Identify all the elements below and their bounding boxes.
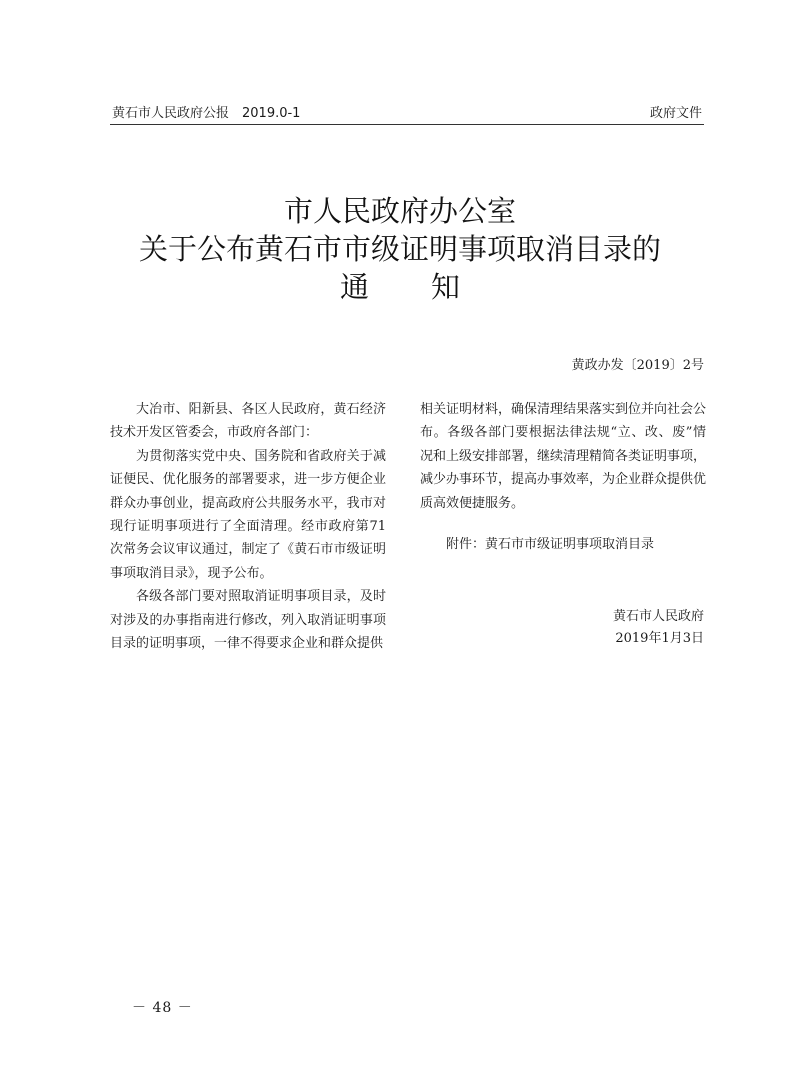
paragraph-2-end: 相关证明材料，确保清理结果落实到位并向社会公布。各级各部门要根据法律法规“立、改、废”情况和上级安排部署，继续清理精简各类证明事项，减少办事环节，提高办事效率，为企业群众提供优质高效便捷服务。 (420, 402, 707, 511)
paragraph-1: 为贯彻落实党中央、国务院和省政府关于减证便民、优化服务的部署要求，进一步方便企业群众办事创业，提高政府公共服务水平，我市对现行证明事项进行了全面清理。经市政府第71次常务会议审议通过，制定了《黄石市市级证明事项取消目录》，现予公布。 (110, 448, 386, 581)
document-number: 黄政办发〔2019〕2号 (571, 358, 704, 373)
signature-org: 黄石市人民政府 (612, 609, 704, 624)
attachment-line: 附件：黄石市市级证明事项取消目录 (446, 537, 655, 553)
page-number: － 48 － (132, 1000, 193, 1016)
signature-date: 2019年1月3日 (615, 631, 704, 646)
body-column-right (420, 398, 706, 556)
header-publication: 黄石市人民政府公报 2019.0-1 (112, 106, 301, 121)
title-line-1: 市人民政府办公室 (283, 194, 516, 228)
running-header (110, 104, 704, 125)
body-column-left (110, 398, 386, 655)
title-line-2: 关于公布黄石市市级证明事项取消目录的 (138, 232, 661, 266)
header-section: 政府文件 (649, 106, 702, 121)
signature-block (613, 606, 704, 650)
paragraph-2-start: 各级各部门要对照取消证明事项目录，及时对涉及的办事指南进行修改，列入取消证明事项目录的证明事项，一律不得要求企业和群众提供 (110, 589, 386, 652)
title-line-3-a: 通 (339, 270, 369, 304)
title-line-3-b: 知 (431, 270, 461, 304)
document-title (100, 192, 700, 306)
title-line-3 (100, 268, 700, 306)
salutation: 大冶市、阳新县、各区人民政府，黄石经济技术开发区管委会，市政府各部门： (110, 402, 386, 441)
